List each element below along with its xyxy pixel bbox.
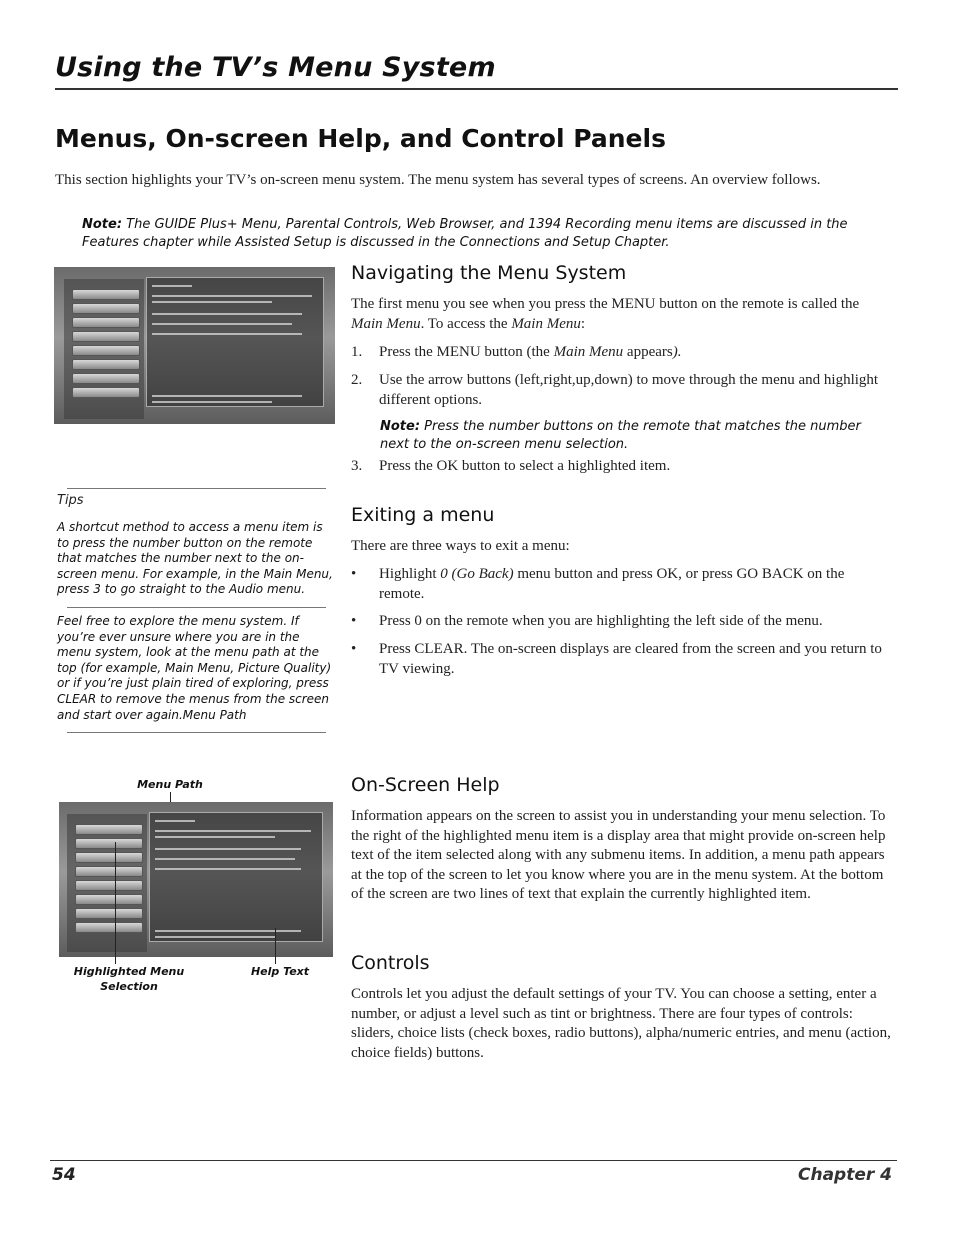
text-emphasis: Main Menu [553,344,624,360]
note-text: The GUIDE Plus+ Menu, Parental Controls, Web Browser, and 1394 Recording menu items are discussed in the Features chapter while Assisted Setup is discussed in the Connections and Setup Chapter. [82,217,848,250]
help-line [152,395,302,397]
step-1 [351,343,891,363]
note-text: Press the number buttons on the remote that matches the number next to the on-screen menu selection. [380,419,861,452]
step-number: 1. [351,344,363,360]
exit-option-2 [351,612,891,632]
text-run: Press the MENU button (the [379,344,554,360]
text-emphasis: Main Menu [511,315,581,332]
menu-button [72,317,140,328]
section-title: Menus, On-screen Help, and Control Panels [55,124,666,153]
section-intro: This section highlights your TV’s on-screen menu system. The menu system has several types of screens. An overview follows. [55,172,821,188]
navigating-intro [351,295,891,334]
help-line [155,858,295,860]
caption-menu-path: Menu Path [137,778,203,791]
exit-option-3 [351,640,891,680]
help-line [155,868,301,870]
menu-path-line [152,285,192,287]
menu-button [72,345,140,356]
tip-2: Feel free to explore the menu system. If you’re ever unsure where you are in the menu system, look at the menu path at the top (for example, Main Menu, Picture Quality) or if you’re just plain tired of exploring, press CLEAR to remove the menus from the screen and start over again.Menu Path [57,614,332,722]
callout-highlighted-selection [115,842,116,964]
exit-option-1 [351,565,891,605]
onscreen-help-heading: On-Screen Help [351,774,500,796]
menu-button [75,908,143,919]
step-text: Press the OK button to select a highlighted item. [379,458,671,474]
help-line [152,401,272,403]
help-line [155,836,275,838]
step-number: 3. [351,458,363,474]
text-run: : [580,315,586,332]
bullet-text: Press CLEAR. The on-screen displays are cleared from the screen and you return to TV viewing. [379,641,882,677]
controls-heading: Controls [351,952,430,974]
note-label: Note: [380,419,421,434]
navigating-note [380,418,880,453]
caption-line: Selection [100,980,158,993]
tips-rule-bottom [67,732,326,733]
text-run: appears [623,344,673,360]
text-emphasis: Main Menu [351,315,421,332]
menu-button [75,852,143,863]
menu-button [72,303,140,314]
bullet: • [351,613,357,629]
step-text: Use the arrow buttons (left,right,up,down) to move through the menu and highlight different options. [379,372,879,408]
menu-button [75,866,143,877]
help-line [155,830,311,832]
menu-button [72,289,140,300]
bullet: • [351,566,357,582]
caption-highlighted-selection [64,964,194,994]
tips-rule-middle [67,607,326,608]
menu-button [75,880,143,891]
text-run: menu button and press OK, or press GO BACK on the remote. [379,566,845,602]
help-line [152,295,312,297]
help-line [152,323,292,325]
text-run: Highlight [379,566,441,582]
menu-button [72,387,140,398]
onscreen-help-screenshot [59,802,333,957]
footer-chapter: Chapter 4 [797,1165,892,1185]
page-number: 54 [52,1165,76,1185]
text-run: . To access the [420,315,512,332]
caption-help-text: Help Text [250,965,310,978]
help-line [155,936,275,938]
menu-button [75,838,143,849]
chapter-title: Using the TV’s Menu System [55,52,496,83]
controls-text: Controls let you adjust the default settings of your TV. You can choose a setting, enter a number, or adjust a level such as tint or brightness. There are four types of controls: sliders, choice lists (check boxes, radio buttons), alpha/numeric entries, and menu (action, choice fields) buttons. [351,986,891,1061]
help-line [155,930,301,932]
menu-path-line [155,820,195,822]
step-3 [351,457,891,477]
note-label: Note: [82,217,123,232]
help-line [152,313,302,315]
footer-rule [50,1160,897,1161]
menu-button [72,331,140,342]
help-line [152,333,302,335]
tip-1: A shortcut method to access a menu item is to press the number button on the remote that matches the number next to the on-screen menu. For example, in the Main Menu, press 3 to go straight to the Audio menu. [57,520,333,597]
step-number: 2. [351,372,363,388]
exiting-heading: Exiting a menu [351,504,495,526]
bullet-text: Press 0 on the remote when you are highlighting the left side of the menu. [379,613,823,629]
header-rule [55,88,898,90]
caption-line: Highlighted Menu [73,965,185,978]
main-menu-screenshot [54,267,335,424]
text-run: The first menu you see when you press the MENU button on the remote is called the [351,296,860,312]
menu-button [72,359,140,370]
menu-button [72,373,140,384]
onscreen-help-text: Information appears on the screen to assist you in understanding your menu selection. To the right of the highlighted menu item is a display area that might provide on-screen help text of the item selected along with any submenu items. In addition, a menu path appears at the top of the screen to let you know where you are in the menu system. At the bottom of the screen are two lines of text that explain the currently highlighted item. [351,808,886,902]
menu-button [75,922,143,933]
step-2 [351,371,891,411]
tips-rule-top [67,488,326,489]
navigating-heading: Navigating the Menu System [351,262,627,284]
help-line [152,301,272,303]
bullet: • [351,641,357,657]
exiting-intro: There are three ways to exit a menu: [351,538,570,554]
text-emphasis: 0 (Go Back) [440,566,514,582]
text-emphasis: ). [672,344,682,360]
section-note [82,216,862,251]
menu-button [75,824,143,835]
callout-help-text [275,928,276,964]
tips-title: Tips [57,493,84,508]
menu-button [75,894,143,905]
help-line [155,848,301,850]
